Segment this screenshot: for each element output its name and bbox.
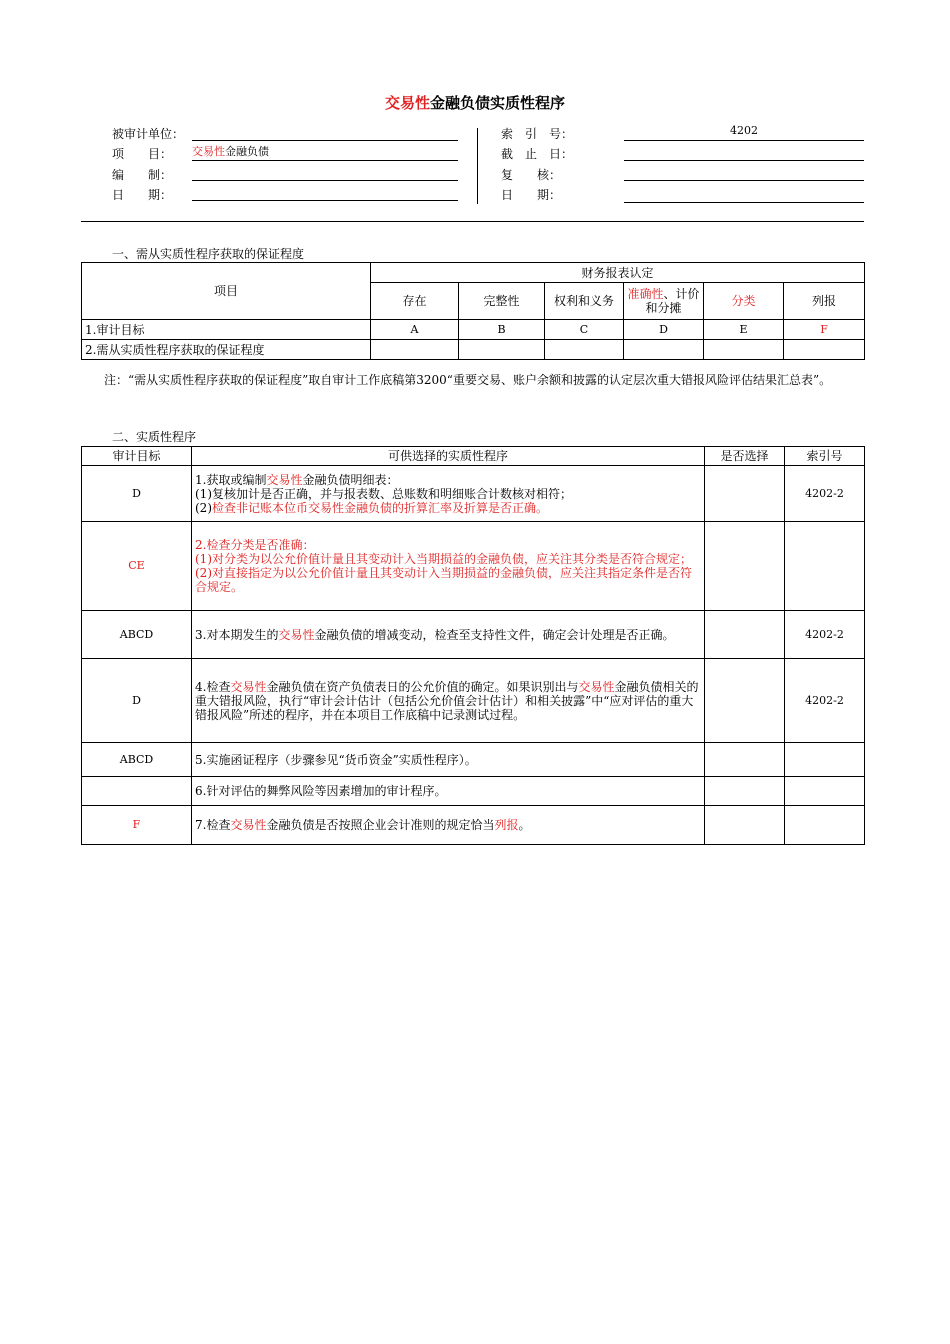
procedures-table (81, 446, 865, 845)
cell-input[interactable] (371, 340, 459, 360)
cutoff-field[interactable] (624, 145, 864, 161)
proc-text-red: (1)对分类为以公允价值计量且其变动计入当期损益的金融负债，应关注其分类是否符合规定； (195, 552, 693, 566)
selected-cell[interactable] (705, 777, 785, 806)
row-label: 1.审计目标 (82, 320, 371, 340)
item-value-rest: 金融负债 (225, 145, 269, 158)
proc-text: 7.检查 (195, 818, 231, 832)
date2-label: 日 期： (501, 188, 562, 202)
cell-input[interactable] (784, 340, 865, 360)
section2-heading: 二、实质性程序 (112, 430, 197, 444)
selected-cell[interactable] (705, 743, 785, 777)
procedure-cell (192, 659, 705, 743)
index-cell: 4202-2 (785, 611, 865, 659)
table-row (82, 340, 865, 360)
table-row (82, 659, 865, 743)
cell-value: D (624, 320, 704, 340)
procedure-cell (192, 466, 705, 522)
objective-cell (82, 777, 192, 806)
index-cell (785, 777, 865, 806)
header-divider (81, 221, 864, 222)
col-accuracy-red: 准确性 (627, 287, 664, 301)
proc-text: (1)复核加计是否正确，并与报表数、总账数和明细账合计数核对相符； (195, 486, 573, 501)
cell-input[interactable] (545, 340, 624, 360)
col-item-header: 项目 (82, 263, 371, 320)
cell-value: F (784, 320, 865, 340)
proc-text-red: 检查非记账本位币交易性金融负债的折算汇率及折算是否正确。 (212, 500, 549, 515)
proc-text-red: 列报 (494, 818, 519, 832)
cell-input[interactable] (624, 340, 704, 360)
page-title (0, 92, 950, 113)
title-rest: 金融负债实质性程序 (430, 94, 566, 112)
proc-text: 金融负债是否按照企业会计准则的规定恰当 (266, 818, 495, 832)
proc-text: 4.检查 (195, 679, 231, 694)
section1-note: 注：“需从实质性程序获取的保证程度”取自审计工作底稿第3200“重要交易、账户余额和披露的认定层次重大错报风险评估结果汇总表”。 (104, 373, 832, 387)
table-row (82, 743, 865, 777)
proc-text-red: 2.检查分类是否准确： (195, 538, 315, 552)
index-cell: 4202-2 (785, 466, 865, 522)
procedure-cell: 5.实施函证程序（步骤参见“货币资金”实质性程序）。 (192, 743, 705, 777)
procedure-cell (192, 522, 705, 611)
table-row (82, 466, 865, 522)
entity-field[interactable] (192, 126, 458, 141)
date2-field[interactable] (624, 186, 864, 203)
objective-cell: CE (82, 522, 192, 611)
col-accuracy-rest: 、计价和分摊 (645, 287, 700, 315)
selected-cell[interactable] (705, 466, 785, 522)
assurance-table (81, 262, 865, 360)
proc-text: (2) (195, 500, 212, 515)
cell-value: A (371, 320, 459, 340)
selected-cell[interactable] (705, 659, 785, 743)
col-accuracy (624, 283, 704, 320)
cell-value: E (704, 320, 784, 340)
review-label: 复 核： (501, 168, 562, 182)
proc-text: 。 (518, 818, 531, 832)
col-selected-header: 是否选择 (705, 447, 785, 466)
objective-cell: F (82, 806, 192, 845)
proc-text: 金融负债的增减变动，检查至支持性文件，确定会计处理是否正确。 (314, 627, 675, 642)
cell-value: B (459, 320, 545, 340)
item-value-red: 交易性 (192, 145, 225, 158)
col-index-header: 索引号 (785, 447, 865, 466)
proc-text: 金融负债明细表： (302, 472, 399, 487)
col-existence: 存在 (371, 283, 459, 320)
review-field[interactable] (624, 166, 864, 181)
col-procedure-header: 可供选择的实质性程序 (192, 447, 705, 466)
index-cell (785, 743, 865, 777)
selected-cell[interactable] (705, 611, 785, 659)
cell-input[interactable] (459, 340, 545, 360)
col-rights: 权利和义务 (545, 283, 624, 320)
section1-heading: 一、需从实质性程序获取的保证程度 (112, 247, 305, 261)
proc-text-red: 交易性 (230, 818, 267, 832)
entity-label: 被审计单位： (112, 127, 185, 141)
table-row (82, 806, 865, 845)
title-red-part: 交易性 (384, 94, 430, 112)
col-objective-header: 审计目标 (82, 447, 192, 466)
proc-text: 1.获取或编制 (195, 472, 267, 487)
procedure-cell: 6.针对评估的舞弊风险等因素增加的审计程序。 (192, 777, 705, 806)
proc-text: 金融负债相关的重大错报风险，执行“审计会计估计（包括公允价值会计估计）和相关披露”中“应对评估的重大错报风险”所述的程序，并在本项目工作底稿中记录测试过程。 (195, 679, 699, 722)
col-classification: 分类 (704, 283, 784, 320)
date-label: 日 期： (112, 188, 173, 202)
proc-text-red: 交易性 (266, 472, 303, 487)
proc-text-red: 交易性 (578, 679, 615, 694)
objective-cell: D (82, 659, 192, 743)
row-label: 2.需从实质性程序获取的保证程度 (82, 340, 371, 360)
table-row (82, 522, 865, 611)
procedure-cell (192, 806, 705, 845)
table-row (82, 611, 865, 659)
objective-cell: ABCD (82, 743, 192, 777)
col-group-header: 财务报表认定 (371, 263, 865, 283)
index-value: 4202 (730, 124, 758, 137)
objective-cell: D (82, 466, 192, 522)
date-field[interactable] (192, 186, 458, 201)
prepared-field[interactable] (192, 166, 458, 181)
proc-text-red: 交易性 (278, 627, 315, 642)
item-field[interactable] (192, 145, 458, 161)
cutoff-label: 截 止 日： (501, 147, 574, 161)
proc-text-red: (2)对直接指定为以公允价值计量且其变动计入当期损益的金融负债，应关注其指定条件是否符合规定。 (195, 566, 693, 594)
index-field[interactable] (624, 124, 864, 141)
index-cell: 4202-2 (785, 659, 865, 743)
col-presentation: 列报 (784, 283, 865, 320)
selected-cell[interactable] (705, 522, 785, 611)
objective-cell: ABCD (82, 611, 192, 659)
proc-text: 金融负债在资产负债表日的公允价值的确定。如果识别出与 (266, 679, 579, 694)
selected-cell[interactable] (705, 806, 785, 845)
cell-value: C (545, 320, 624, 340)
proc-text: 3.对本期发生的 (195, 627, 279, 642)
col-completeness: 完整性 (459, 283, 545, 320)
proc-text-red: 交易性 (230, 679, 267, 694)
procedure-cell (192, 611, 705, 659)
index-cell (785, 522, 865, 611)
prepared-label: 编 制： (112, 168, 173, 182)
table-row (82, 777, 865, 806)
item-label: 项 目： (112, 147, 173, 161)
index-label: 索 引 号： (501, 127, 574, 141)
table-row (82, 320, 865, 340)
cell-input[interactable] (704, 340, 784, 360)
index-cell (785, 806, 865, 845)
header-separator (477, 128, 478, 204)
